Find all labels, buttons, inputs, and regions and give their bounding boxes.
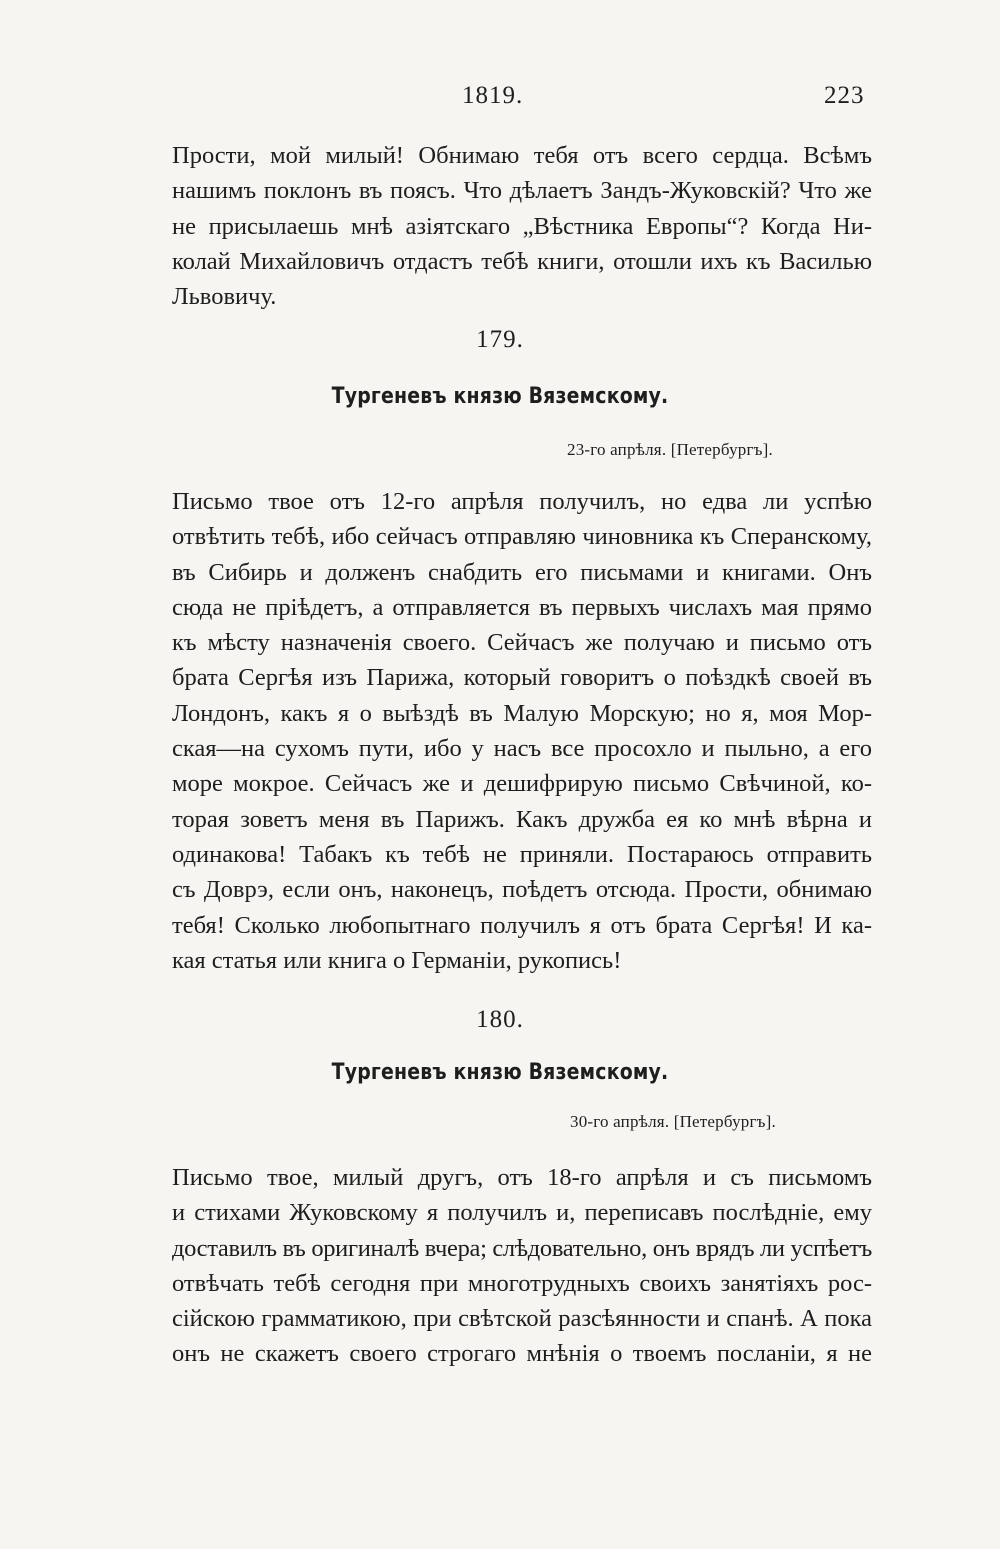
text-line: Лондонъ, какъ я о выѣздѣ въ Малую Морскую; но я, моя Мор- [172,699,872,727]
text-line: одинакова! Табакъ къ тебѣ не приняли. Постараюсь отправить [172,840,872,868]
text-line: море мокрое. Сейчасъ же и дешифрирую письмо Свѣчиной, ко- [172,770,872,798]
text-line: онъ не скажетъ своего строгаго мнѣнія о твоемъ посланіи, я не [172,1340,872,1368]
letter-number: 179. [476,326,524,353]
text-line: съ Доврэ, если онъ, наконецъ, поѣдетъ отсюда. Прости, обнимаю [172,876,872,904]
text-line: доставилъ въ оригиналѣ вчера; слѣдовательно, онъ врядъ ли успѣетъ [172,1234,872,1262]
text-line: къ мѣсту назначенія своего. Сейчасъ же получаю и письмо отъ [172,629,872,657]
letter-number: 180. [476,1006,524,1033]
text-line: отвѣчать тебѣ сегодня при многотрудныхъ своихъ занятіяхъ рос- [172,1269,872,1297]
text-line: въ Сибирь и долженъ снабдить его письмами и книгами. Онъ [172,558,872,586]
text-line: отвѣтить тебѣ, ибо сейчасъ отправляю чиновника къ Сперанскому, [172,523,872,551]
letter-dateline: 30-го апрѣля. [Петербургъ]. [570,1112,776,1131]
text-line: брата Сергѣя изъ Парижа, который говоритъ о поѣздкѣ своей въ [172,664,872,692]
text-line: колай Михайловичъ отдастъ тебѣ книги, отошли ихъ къ Василью [172,247,872,275]
text-line: Львовичу. [172,283,277,311]
text-line: кая статья или книга о Германіи, рукопись! [172,946,622,974]
text-line: не присылаешь мнѣ азіятскаго „Вѣстника Европы“? Когда Ни- [172,212,872,240]
running-header [0,82,1000,116]
intro-paragraph [172,138,872,314]
text-line: нашимъ поклонъ въ поясъ. Что дѣлаетъ Зандъ-Жуковскій? Что же [172,177,872,205]
text-line: торая зоветъ меня въ Парижъ. Какъ дружба ея ко мнѣ вѣрна и [172,805,872,833]
text-line: тебя! Сколько любопытнаго получилъ я отъ брата Сергѣя! И ка- [172,911,872,939]
letter-body [172,1160,872,1372]
text-line: Письмо твое, милый другъ, отъ 18-го апрѣля и съ письмомъ [172,1164,872,1191]
letter-title: Тургеневъ князю Вяземскому. [331,1060,669,1085]
header-year: 1819. [462,82,524,109]
page-number: 223 [824,82,865,109]
text-line: Прости, мой милый! Обнимаю тебя отъ всего сердца. Всѣмъ [172,142,872,169]
text-line: сюда не пріѣдетъ, а отправляется въ первыхъ числахъ мая прямо [172,593,872,621]
text-line: Письмо твое отъ 12-го апрѣля получилъ, но едва ли успѣю [172,488,872,515]
text-line: сійскою грамматикою, при свѣтской разсѣянности и спанѣ. А пока [172,1305,872,1333]
letter-title: Тургеневъ князю Вяземскому. [331,384,669,409]
text-line: и стихами Жуковскому я получилъ и, переписавъ послѣдніе, ему [172,1199,872,1227]
text-line: ская—на сухомъ пути, ибо у насъ все просохло и пыльно, а его [172,735,872,763]
letter-body [172,484,872,978]
letter-dateline: 23-го апрѣля. [Петербургъ]. [567,440,773,459]
